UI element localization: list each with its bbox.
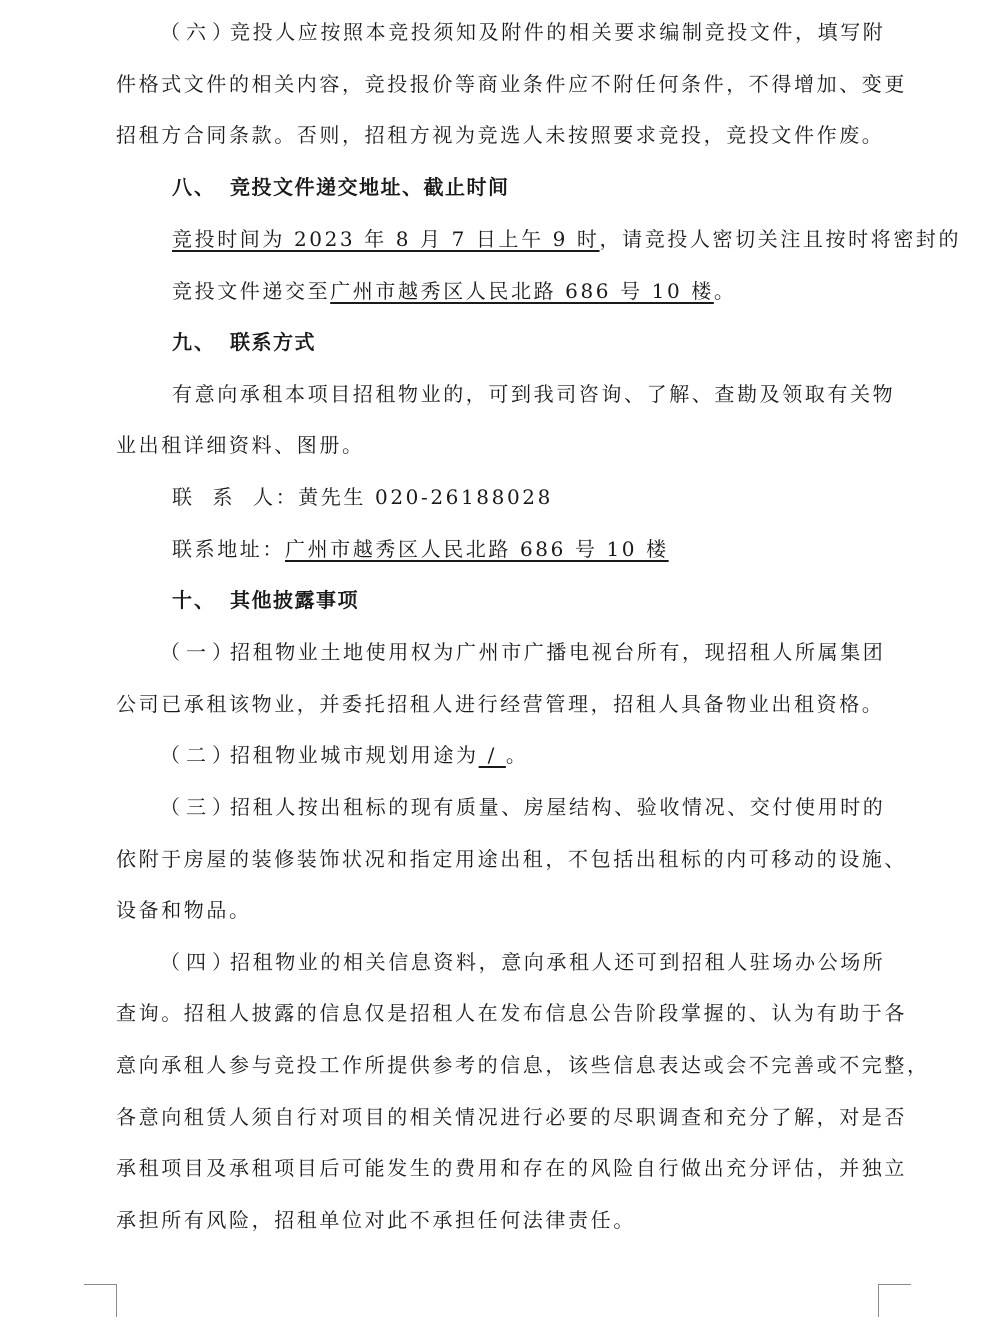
item-4-line-1 [160, 948, 885, 976]
p6-number: （六） [160, 20, 238, 44]
item-2-line-1 [160, 741, 528, 769]
item-4-line-3: 意向承租人参与竞投工作所提供参考的信息，该些信息表达或会不完善或不完整， [116, 1053, 930, 1077]
item-4-number: （四） [160, 950, 238, 974]
item-3-line-1 [160, 793, 885, 821]
section-9-heading [172, 328, 316, 356]
item-2-number: （二） [160, 743, 238, 767]
section-9-number: 九、 [172, 330, 216, 354]
item-2-text: 招租物业城市规划用途为 [230, 743, 479, 767]
item-1-number: （一） [160, 640, 238, 664]
section-8-heading [172, 173, 510, 201]
item-1-line-1 [160, 638, 885, 666]
planning-use-value: / [478, 743, 506, 767]
p6-text-1: 竞投人应按照本竞投须知及附件的相关要求编制竞投文件，填写附 [230, 20, 886, 44]
submission-address: 广州市越秀区人民北路 686 号 10 楼 [330, 279, 714, 303]
section-9-line-2: 业出租详细资料、图册。 [116, 433, 365, 457]
section-9-title: 联系方式 [230, 330, 316, 354]
page-corner-mark-right [878, 1284, 911, 1317]
section-10-title: 其他披露事项 [230, 588, 359, 612]
contact-address-line [172, 535, 669, 563]
item-3-number: （三） [160, 795, 238, 819]
section-10-heading [172, 586, 359, 614]
section-8-line-2 [172, 277, 736, 305]
contact-person-line [172, 483, 553, 511]
item-3-line-3: 设备和物品。 [116, 898, 252, 922]
section-8-end: 。 [713, 279, 737, 303]
item-1-line-2: 公司已承租该物业，并委托招租人进行经营管理，招租人具备物业出租资格。 [116, 692, 885, 716]
section-8-title: 竞投文件递交地址、截止时间 [230, 175, 510, 199]
contact-label: 联 系 人： [172, 485, 299, 509]
item-1-text-1: 招租物业土地使用权为广州市广播电视台所有，现招租人所属集团 [230, 640, 886, 664]
deadline-text: 竞投时间为 2023 年 8 月 7 日上午 9 时 [172, 227, 600, 251]
section-9-line-1: 有意向承租本项目招租物业的，可到我司咨询、了解、查勘及领取有关物 [172, 382, 896, 406]
contact-address: 广州市越秀区人民北路 686 号 10 楼 [285, 537, 669, 561]
p6-line-3: 招租方合同条款。否则，招租方视为竞选人未按照要求竞投，竞投文件作废。 [116, 123, 885, 147]
section-8-text-1: ，请竞投人密切关注且按时将密封的 [599, 227, 962, 251]
item-3-text-1: 招租人按出租标的现有质量、房屋结构、验收情况、交付使用时的 [230, 795, 886, 819]
item-4-line-5: 承租项目及承租项目后可能发生的费用和存在的风险自行做出充分评估，并独立 [116, 1156, 907, 1180]
p6-line-1 [160, 18, 885, 46]
item-4-line-4: 各意向租赁人须自行对项目的相关情况进行必要的尽职调查和充分了解，对是否 [116, 1105, 907, 1129]
page-corner-mark-left [84, 1284, 117, 1317]
address-label: 联系地址： [172, 537, 285, 561]
item-4-text-1: 招租物业的相关信息资料，意向承租人还可到招租人驻场办公场所 [230, 950, 886, 974]
item-4-line-2: 查询。招租人披露的信息仅是招租人在发布信息公告阶段掌握的、认为有助于各 [116, 1001, 907, 1025]
item-3-line-2: 依附于房屋的装修装饰状况和指定用途出租，不包括出租标的内可移动的设施、 [116, 847, 907, 871]
item-2-end: 。 [505, 743, 529, 767]
section-8-line-1 [172, 225, 961, 253]
contact-value: 黄先生 020-26188028 [298, 485, 553, 509]
item-4-line-6: 承担所有风险，招租单位对此不承担任何法律责任。 [116, 1208, 636, 1232]
p6-line-2: 件格式文件的相关内容，竞投报价等商业条件应不附任何条件，不得增加、变更 [116, 72, 907, 96]
section-10-number: 十、 [172, 588, 216, 612]
section-8-number: 八、 [172, 175, 216, 199]
section-8-text-2: 竞投文件递交至 [172, 279, 331, 303]
